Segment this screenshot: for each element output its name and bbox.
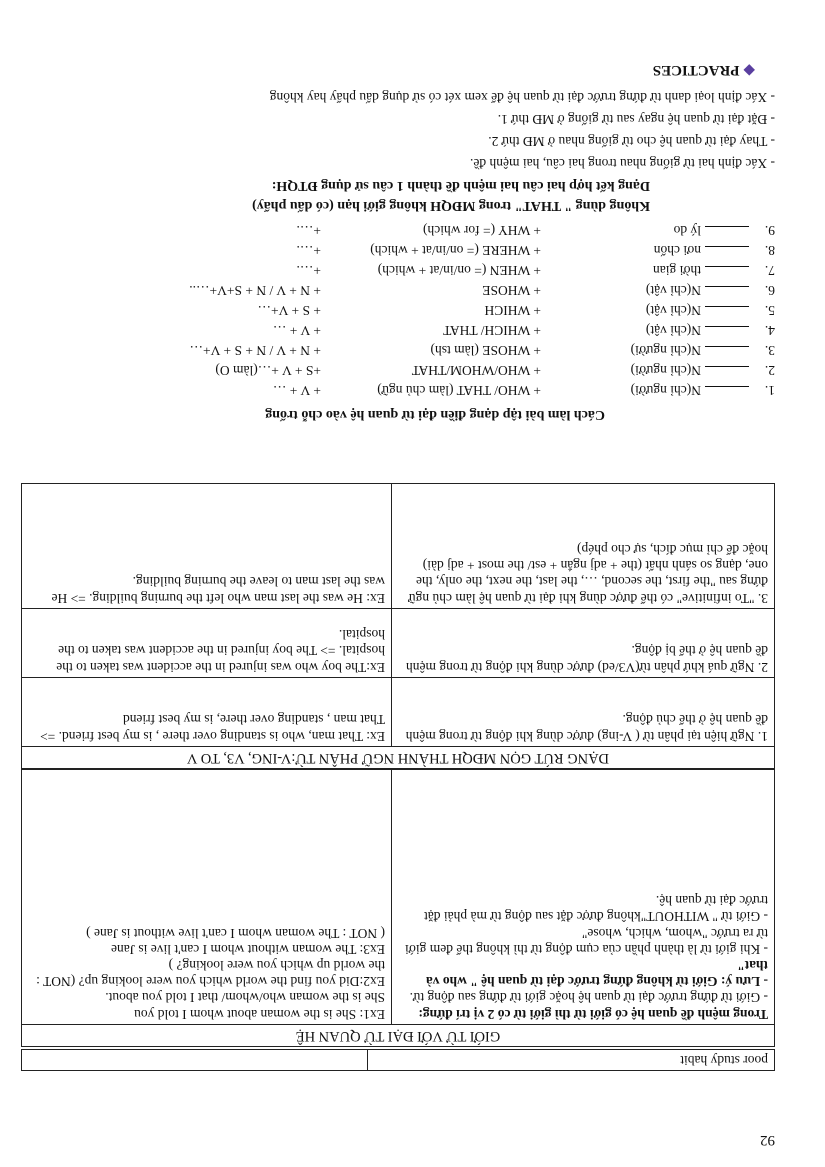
example-1a: Ex1: She is the woman about whom I told you (134, 1006, 385, 1022)
rule-note: - Lưu ý: Giới từ không đứng trước đại từ quan hệ " who và that" (425, 958, 768, 990)
page-number: 92 (760, 1132, 775, 1148)
exercise-item: 6.N(chỉ vật)+ WHOSE+ N + V / N + S+V+….. (189, 283, 775, 298)
example-2: Ex2:Did you find the world which you were looking up? (NOT : the world up which you were looking? ) (36, 958, 385, 990)
top-table-right (22, 1049, 368, 1070)
exercise-heading: Cách làm bài tập dạng điền đại từ quan hệ vào chỗ trống (265, 407, 605, 422)
rule-phrasal: - Khi giới từ là thành phần của cụm động từ thì không thể đem giới từ ra trước "whom, which, whose" (405, 925, 768, 957)
answer-blank (705, 346, 749, 359)
combine-heading: Dạng kết hợp hai câu hai mệnh đề thành 1 câu sử dụng ĐTQH: (271, 178, 650, 193)
reduced-clause-table (21, 483, 775, 769)
nonrestrictive-note: Không dùng " THAT" trong MĐQH không giới hạn (có dấu phẩy) (252, 198, 650, 213)
exercise-item: 8.nơi chốn+ WHERE (= on/in/at + which)+…. (296, 243, 775, 258)
top-table (21, 1049, 775, 1071)
combine-step: - Đặt đại từ quan hệ ngay sau từ giống ở MĐ thứ 1. (497, 112, 775, 127)
example-1b: She is the woman who/whom/ that I told you about. (105, 990, 385, 1006)
answer-blank (705, 226, 749, 239)
rule-intro: Trong mệnh đề quan hệ có giới từ thì giới từ có 2 vị trí đứng: (418, 1006, 768, 1022)
reduced-rule-1: 1. Ngữ hiện tại phân từ ( V-ing) được dùng khi động từ trong mệnh đề quan hệ ở thể chủ động. (392, 677, 775, 746)
answer-blank (705, 326, 749, 339)
answer-blank (705, 306, 749, 319)
answer-blank (705, 246, 749, 259)
reduced-rule-3: 3. "To infinitive" có thể được dùng khi đại từ quan hệ làm chủ ngữ đứng sau "the first, the second, …, the last, the next, the only, the one, dạng so sánh nhất (the + adj ngắn + est/ the most + adj dài) hoặc để chỉ mục đích, sự cho phép) (392, 483, 775, 608)
top-table-left: poor study habit (368, 1049, 775, 1070)
reduced-clause-title: DẠNG RÚT GỌN MĐQH THÀNH NGỮ PHÂN TỪ:V-ING, V3, TO V (22, 746, 775, 768)
reduced-example-1: Ex: That man, who is standing over there , is my best friend. => That man , standing over there, is my best friend (22, 677, 392, 746)
preposition-rules (392, 769, 775, 1024)
practices-heading (653, 61, 755, 79)
diamond-icon: ◆ (743, 62, 755, 78)
preposition-table (21, 769, 775, 1047)
reduced-rule-2: 2. Ngữ quá khứ phân từ(V3/ed) được dùng khi động từ trong mệnh đề quan hệ ở thể bị động. (392, 608, 775, 677)
answer-blank (705, 366, 749, 379)
rule-position: - Giới từ đứng trước đại từ quan hệ hoặc giới từ đứng sau động từ. (409, 990, 768, 1006)
example-3a: Ex3: The woman without whom I can't live is Jane (110, 941, 385, 957)
practices-title: PRACTICES (652, 62, 740, 78)
exercise-item: 9.lý do+ WHY (= for which)+…. (296, 223, 775, 238)
exercise-item: 2.N(chỉ người)+ WHO/WHOM/THAT+S + V +…(làm O) (215, 363, 775, 378)
preposition-examples (22, 769, 392, 1024)
combine-step: - Thay đại từ quan hệ cho từ giống nhau ở MĐ thứ 2. (488, 134, 775, 149)
reduced-example-2: Ex:The boy who was injured in the accident was taken to the hospital. => The boy injured in the accident was taken to the hospital. (22, 608, 392, 677)
preposition-table-title: GIỚI TỪ VỚI ĐẠI TỪ QUAN HỆ (22, 1024, 775, 1046)
rule-without: - Giới từ " WITHOUT"không được đặt sau động từ mà phải đặt trước đại từ quan hệ. (424, 893, 768, 925)
exercise-item: 5.N(chỉ vật)+ WHICH+ S + V+… (257, 303, 775, 318)
exercise-item: 7.thời gian+ WHEN (= on/in/at + which)+…. (296, 263, 775, 278)
reduced-example-3: Ex: He was the last man who left the burning building. => He was the last man to leave the burning building. (22, 483, 392, 608)
combine-step: - Xác định hai từ giống nhau trong hai câu, hai mệnh đề. (470, 156, 775, 171)
answer-blank (705, 266, 749, 279)
answer-blank (705, 386, 749, 399)
example-3b: ( NOT : The woman whom I can't live without is Jane ) (86, 925, 385, 941)
answer-blank (705, 286, 749, 299)
combine-step: - Xác định loại danh từ đứng trước đại từ quan hệ để xem xét có sử dụng dấu phẩy hay không (269, 90, 775, 105)
exercise-item: 3.N(chỉ người)+ WHOSE (làm tsh)+ N + V / N + S + V+… (189, 343, 775, 358)
exercise-item: 4.N(chỉ vật)+ WHICH/ THAT+ V + … (272, 323, 775, 338)
exercise-item: 1.N(chỉ người)+ WHO/ THAT (làm chủ ngữ)+ V + … (272, 383, 775, 398)
